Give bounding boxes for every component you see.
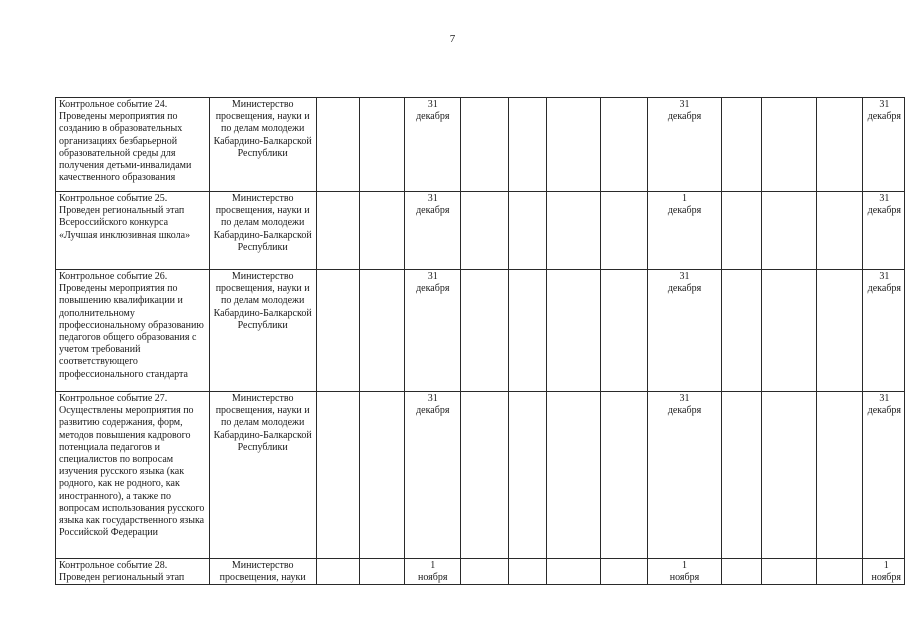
- empty-cell: [817, 392, 863, 559]
- empty-cell: [817, 192, 863, 270]
- date-cell: [405, 270, 461, 392]
- empty-cell: [316, 270, 360, 392]
- empty-cell: [722, 559, 762, 585]
- empty-cell: [316, 98, 360, 192]
- empty-cell: [722, 392, 762, 559]
- empty-cell: [461, 392, 509, 559]
- table-row: [56, 192, 905, 270]
- event-cell: Контрольное событие 25. Проведен региональный этап Всероссийского конкурса «Лучшая инклюзивная школа»: [56, 192, 210, 270]
- date-month: ноября: [871, 572, 901, 584]
- date-month: декабря: [867, 405, 901, 417]
- empty-cell: [817, 98, 863, 192]
- empty-cell: [360, 98, 405, 192]
- event-cell: Контрольное событие 26. Проведены мероприятия по повышению квалификации и дополнительному профессиональному образованию педагогов общего образования с учетом требований соответствующего профессионального стандарта: [56, 270, 210, 392]
- date-month: декабря: [867, 283, 901, 295]
- date-day: 1: [681, 560, 687, 571]
- table-row: [56, 98, 905, 192]
- empty-cell: [509, 98, 547, 192]
- date-month: декабря: [667, 283, 702, 295]
- empty-cell: [316, 559, 360, 585]
- empty-cell: [600, 192, 647, 270]
- empty-cell: [360, 270, 405, 392]
- empty-cell: [762, 559, 817, 585]
- empty-cell: [546, 98, 600, 192]
- date-cell: [405, 559, 461, 585]
- date-month: декабря: [867, 205, 901, 217]
- date-month: декабря: [416, 205, 450, 217]
- empty-cell: [461, 192, 509, 270]
- date-cell: [405, 192, 461, 270]
- date-month: декабря: [416, 405, 450, 417]
- date-day: 31: [879, 193, 890, 204]
- date-day: 31: [427, 271, 438, 282]
- date-cell: [647, 192, 722, 270]
- empty-cell: [546, 392, 600, 559]
- date-month: декабря: [667, 405, 702, 417]
- empty-cell: [817, 270, 863, 392]
- date-month: декабря: [867, 111, 901, 123]
- empty-cell: [817, 559, 863, 585]
- empty-cell: [546, 270, 600, 392]
- date-day: 31: [679, 393, 690, 404]
- empty-cell: [762, 192, 817, 270]
- table-row: [56, 559, 905, 585]
- responsible-cell: Министерство просвещения, науки и по делам молодежи Кабардино-Балкарской Республики: [209, 192, 316, 270]
- empty-cell: [509, 270, 547, 392]
- event-cell: Контрольное событие 24. Проведены мероприятия по созданию в образовательных организациях безбарьерной образовательной среды для получения детьми-инвалидами качественного образования: [56, 98, 210, 192]
- event-cell: Контрольное событие 27. Осуществлены мероприятия по развитию содержания, форм, методов повышения кадрового потенциала педагогов и специалистов по вопросам изучения русского языка (как родного, как не родного, как иностранного), а также по вопросам использования русского языка как государственного языка Российской Федерации: [56, 392, 210, 559]
- date-month: декабря: [416, 283, 450, 295]
- date-day: 31: [879, 393, 890, 404]
- responsible-cell: Министерство просвещения, науки и по делам молодежи Кабардино-Балкарской Республики: [209, 98, 316, 192]
- empty-cell: [762, 270, 817, 392]
- date-cell: [647, 98, 722, 192]
- empty-cell: [762, 98, 817, 192]
- empty-cell: [600, 392, 647, 559]
- date-month: ноября: [418, 572, 448, 584]
- date-day: 31: [879, 99, 890, 110]
- empty-cell: [360, 559, 405, 585]
- date-cell: [405, 98, 461, 192]
- date-day: 31: [879, 271, 890, 282]
- responsible-cell: Министерство просвещения, науки и по делам молодежи Кабардино-Балкарской Республики: [209, 270, 316, 392]
- empty-cell: [360, 192, 405, 270]
- date-day: 1: [430, 560, 436, 571]
- empty-cell: [762, 392, 817, 559]
- empty-cell: [600, 270, 647, 392]
- empty-cell: [546, 559, 600, 585]
- empty-cell: [722, 98, 762, 192]
- empty-cell: [461, 270, 509, 392]
- date-cell: [862, 192, 904, 270]
- date-day: 1: [883, 560, 889, 571]
- date-cell: [647, 392, 722, 559]
- empty-cell: [722, 192, 762, 270]
- empty-cell: [722, 270, 762, 392]
- date-day: 31: [679, 271, 690, 282]
- date-month: ноября: [669, 572, 700, 584]
- date-day: 1: [681, 193, 687, 204]
- event-cell: Контрольное событие 28. Проведен региональный этап: [56, 559, 210, 585]
- date-cell: [647, 270, 722, 392]
- page-number: 7: [449, 33, 456, 45]
- empty-cell: [600, 559, 647, 585]
- date-day: 31: [427, 99, 438, 110]
- empty-cell: [360, 392, 405, 559]
- date-day: 31: [679, 99, 690, 110]
- empty-cell: [316, 392, 360, 559]
- date-cell: [862, 98, 904, 192]
- date-day: 31: [427, 193, 438, 204]
- date-cell: [405, 392, 461, 559]
- empty-cell: [509, 192, 547, 270]
- date-month: декабря: [667, 111, 702, 123]
- date-cell: [862, 392, 904, 559]
- responsible-cell: Министерство просвещения, науки и по делам молодежи Кабардино-Балкарской Республики: [209, 392, 316, 559]
- table-row: [56, 270, 905, 392]
- date-cell: [647, 559, 722, 585]
- date-month: декабря: [667, 205, 702, 217]
- date-month: декабря: [416, 111, 450, 123]
- empty-cell: [461, 559, 509, 585]
- table-row: [56, 392, 905, 559]
- empty-cell: [461, 98, 509, 192]
- date-cell: [862, 559, 904, 585]
- empty-cell: [600, 98, 647, 192]
- responsible-cell: Министерство просвещения, науки: [209, 559, 316, 585]
- control-events-table: [55, 97, 905, 585]
- empty-cell: [546, 192, 600, 270]
- date-day: 31: [427, 393, 438, 404]
- empty-cell: [509, 392, 547, 559]
- empty-cell: [509, 559, 547, 585]
- date-cell: [862, 270, 904, 392]
- empty-cell: [316, 192, 360, 270]
